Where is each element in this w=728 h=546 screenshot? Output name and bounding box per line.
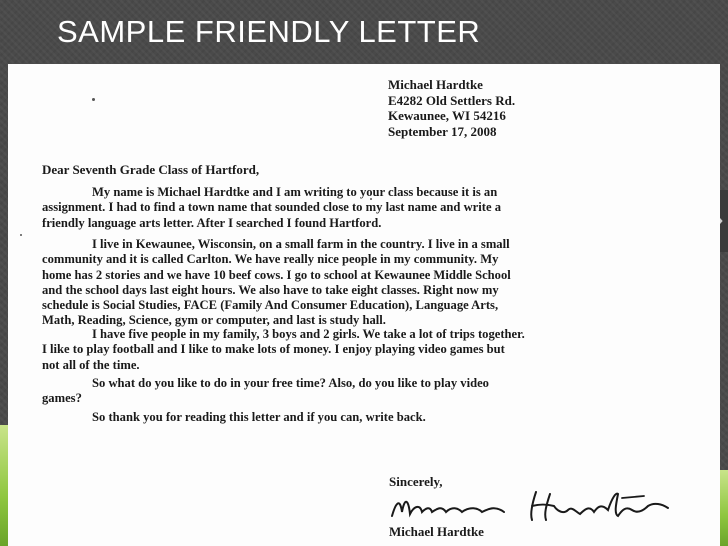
paragraph-line: I like to play football and I like to make lots of money. I enjoy playing video games but	[42, 342, 505, 357]
paragraph-5	[42, 410, 682, 425]
paragraph-line: I live in Kewaunee, Wisconsin, on a small farm in the country. I live in a small	[92, 237, 510, 251]
letter-scan	[8, 64, 720, 546]
paragraph-line: My name is Michael Hardtke and I am writing to your class because it is an	[92, 185, 498, 199]
sender-name: Michael Hardtke	[388, 77, 483, 92]
paragraph-line: So thank you for reading this letter and if you can, write back.	[92, 410, 426, 424]
scan-speck	[20, 234, 22, 236]
paragraph-line: and the school days last eight hours. We also have to take eight classes. Right now my	[42, 282, 499, 297]
paragraph-2	[42, 237, 682, 329]
salutation: Dear Seventh Grade Class of Hartford,	[42, 162, 260, 177]
signature-graphic	[386, 484, 696, 526]
paragraph-line: Math, Reading, Science, gym or computer, and last is study hall.	[42, 313, 386, 328]
paragraph-line: games?	[42, 391, 82, 406]
paragraph-1	[42, 185, 682, 231]
paragraph-line: friendly language arts letter. After I searched I found Hartford.	[42, 215, 382, 230]
paragraph-line: not all of the time.	[42, 357, 140, 372]
paragraph-line: community and it is called Carlton. We have really nice people in my community. My	[42, 252, 499, 267]
sender-address	[388, 77, 515, 139]
sender-city: Kewaunee, WI 54216	[388, 108, 506, 123]
printed-name: Michael Hardtke	[389, 524, 484, 539]
closing: Sincerely,	[389, 474, 443, 489]
paragraph-line: schedule is Social Studies, FACE (Family And Consumer Education), Language Arts,	[42, 298, 499, 313]
sender-street: E4282 Old Settlers Rd.	[388, 92, 516, 108]
letter-date: September 17, 2008	[388, 123, 497, 139]
paragraph-line: home has 2 stories and we have 10 beef cows. I go to school at Kewaunee Middle School	[42, 267, 511, 282]
scan-speck	[92, 98, 95, 101]
paragraph-line: I have five people in my family, 3 boys and 2 girls. We take a lot of trips together.	[92, 327, 525, 341]
paragraph-line: So what do you like to do in your free time? Also, do you like to play video	[92, 376, 489, 390]
slide-title: SAMPLE FRIENDLY LETTER	[57, 14, 481, 49]
paragraph-3	[42, 327, 682, 373]
paragraph-line: assignment. I had to find a town name that sounded close to my last name and write a	[42, 200, 502, 215]
paragraph-4	[42, 376, 682, 407]
